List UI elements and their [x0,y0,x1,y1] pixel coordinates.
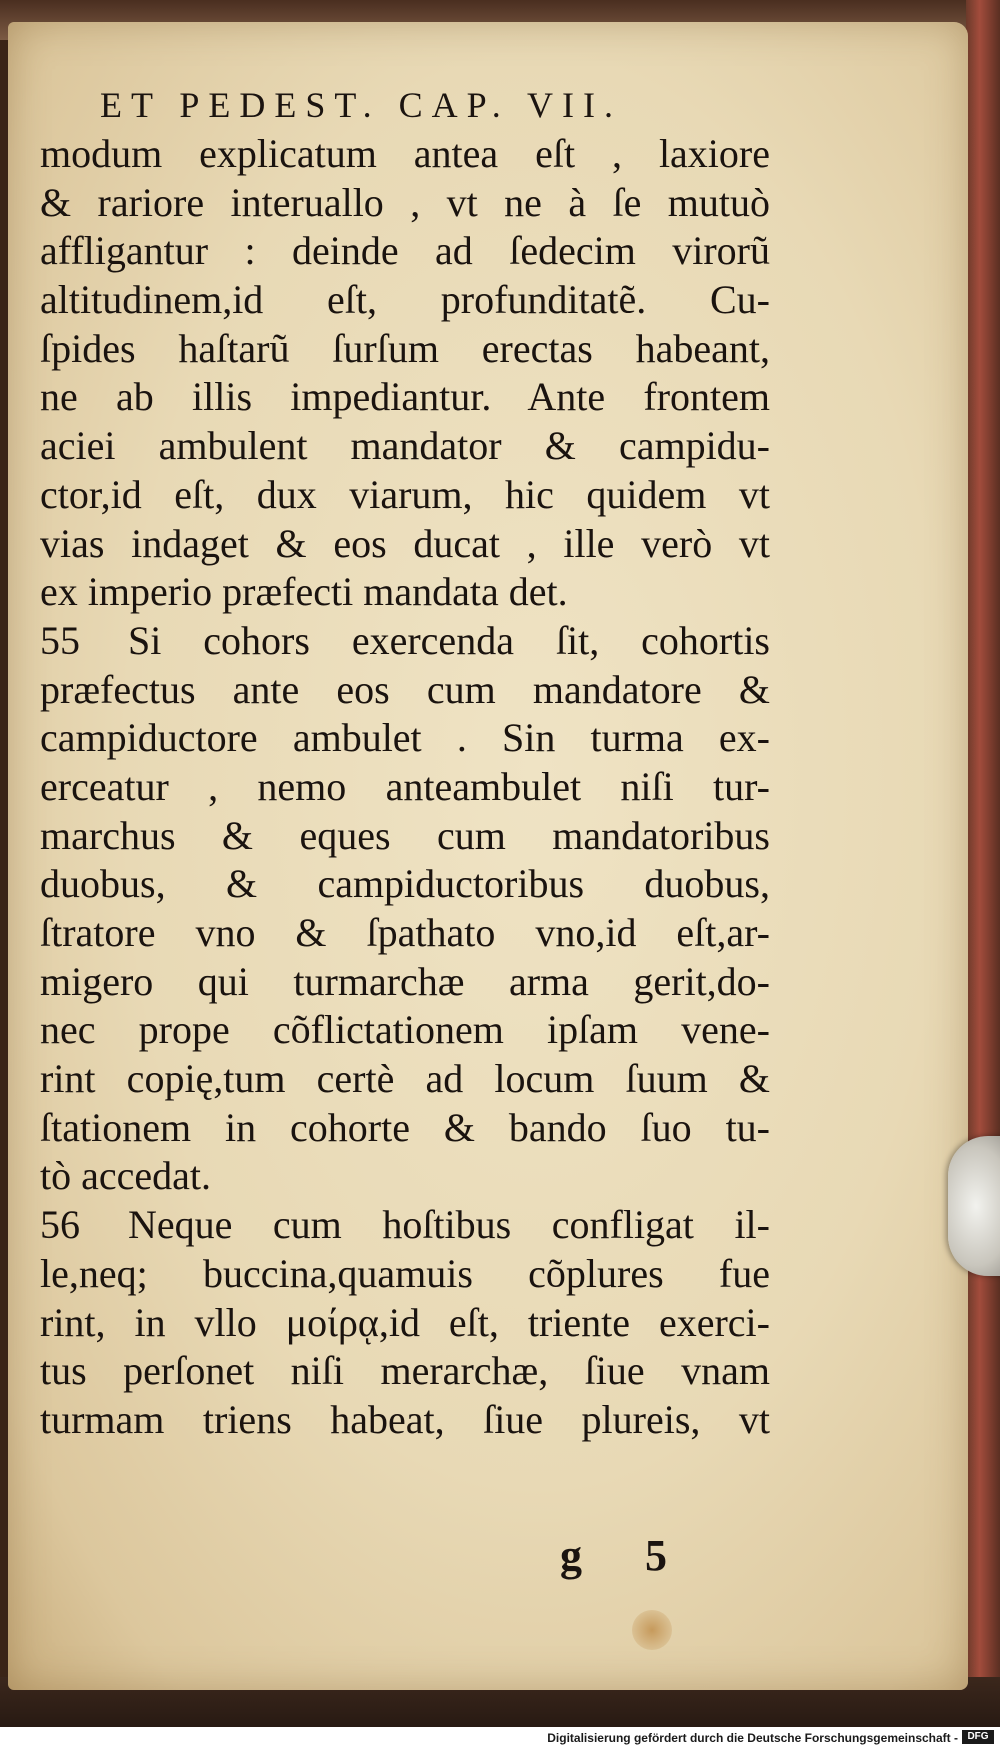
text-line: vias indaget & eos ducat , ille verò vt [40,520,770,566]
text-line: præfectus ante eos cum mandatore & [40,666,770,712]
text-line: ſtratore vno & ſpathato vno,id eſt,ar- [40,910,770,955]
text-line: rint, in vllo μοίρᾳ,id eſt, triente exerci- [40,1299,770,1345]
text-line: turmam triens habeat, ſiue plureis, vt [40,1396,770,1442]
text-line: ex imperio præfecti mandata det. [40,569,568,615]
text-line: altitudinem,id eſt, profunditatẽ. Cu- [40,277,770,323]
text-line: ctor,id eſt, dux viarum, hic quidem vt [40,471,770,517]
text-line: affligantur : deinde ad ſedecim virorũ [40,228,770,274]
text-line: ne ab illis impediantur. Ante frontem [40,374,770,420]
metal-clasp [948,1136,1000,1276]
paragraph-number: 55 [40,617,80,663]
book-red-page-edges [966,0,1000,1747]
text-line: modum explicatum antea eſt , laxiore [40,131,770,176]
running-head: ET PEDEST. CAP. VII. [100,85,623,125]
text-line: marchus & eques cum mandatoribus [40,812,770,858]
text-line [40,1201,770,1250]
digitization-credit: Digitalisierung gefördert durch die Deutsche Forschungsgemeinschaft - [547,1731,958,1745]
text-line: aciei ambulent mandator & campidu- [40,423,770,469]
paragraph-number: 56 [40,1202,80,1248]
text-block [40,130,770,1445]
dfg-logo: DFG [962,1730,994,1744]
text-line: tò accedat. [40,1153,211,1199]
text-line: & rariore interuallo , vt ne à ſe mutuò [40,179,770,225]
text-line: le,neq; buccina,quamuis cõplures fue [40,1250,770,1296]
text-line: tus perſonet niſi merarchæ, ſiue vnam [40,1348,770,1394]
line-text: Si cohors exercenda ſit, cohortis [128,617,770,663]
signature-mark: g 5 [560,1531,693,1580]
text-line: ſpides haſtarũ ſurſum erectas habeant, [40,325,770,371]
text-line: rint copię,tum certè ad locum ſuum & [40,1056,770,1102]
footer-band [0,1727,1000,1747]
text-line: migero qui turmarchæ arma gerit,do- [40,958,770,1004]
text-line [40,617,770,666]
text-line: ſtationem in cohorte & bando ſuo tu- [40,1104,770,1150]
text-line: nec prope cõflictationem ipſam vene- [40,1007,770,1053]
text-line: campiductore ambulet . Sin turma ex- [40,715,770,761]
line-text: Neque cum hoſtibus confligat il- [128,1202,770,1248]
text-line: duobus, & campiductoribus duobus, [40,861,770,907]
text-line: erceatur , nemo anteambulet niſi tur- [40,763,770,809]
paper-stain [632,1610,672,1650]
